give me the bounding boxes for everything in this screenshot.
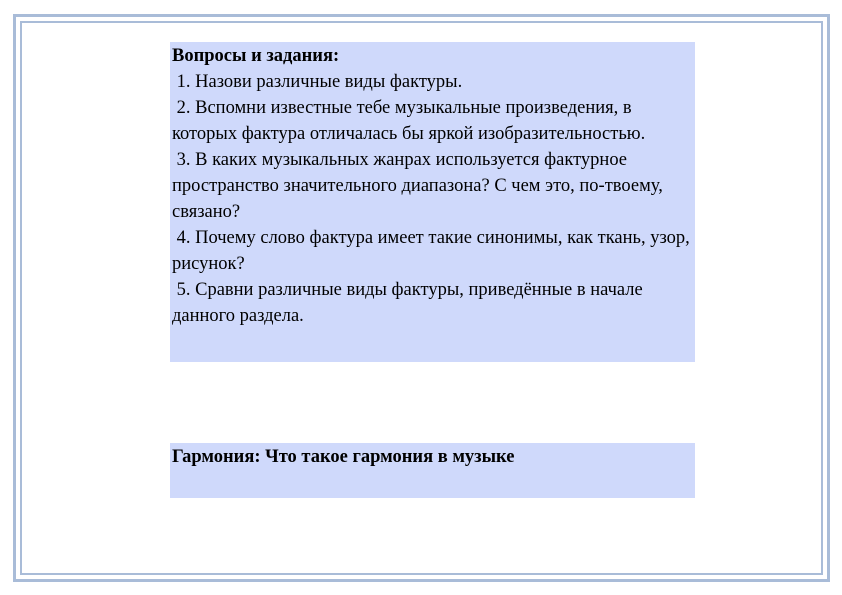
- question-item-4: 4. Почему слово фактура имеет такие синонимы, как ткань, узор, рисунок?: [172, 228, 695, 274]
- questions-block: [170, 42, 695, 362]
- harmony-heading: Гармония: Что такое гармония в музыке: [172, 447, 515, 467]
- question-item-3: 3. В каких музыкальных жанрах используется фактурное пространство значительного диапазона? С чем это, по-твоему, связано?: [172, 150, 668, 222]
- questions-heading: Вопросы и задания:: [172, 46, 340, 66]
- harmony-block: [170, 443, 695, 498]
- question-item-5: 5. Сравни различные виды фактуры, приведённые в начале данного раздела.: [172, 280, 648, 326]
- question-item-2: 2. Вспомни известные тебе музыкальные произведения, в которых фактура отличалась бы яркой изобразительностью.: [172, 98, 646, 144]
- question-item-1: 1. Назови различные виды фактуры.: [172, 72, 463, 92]
